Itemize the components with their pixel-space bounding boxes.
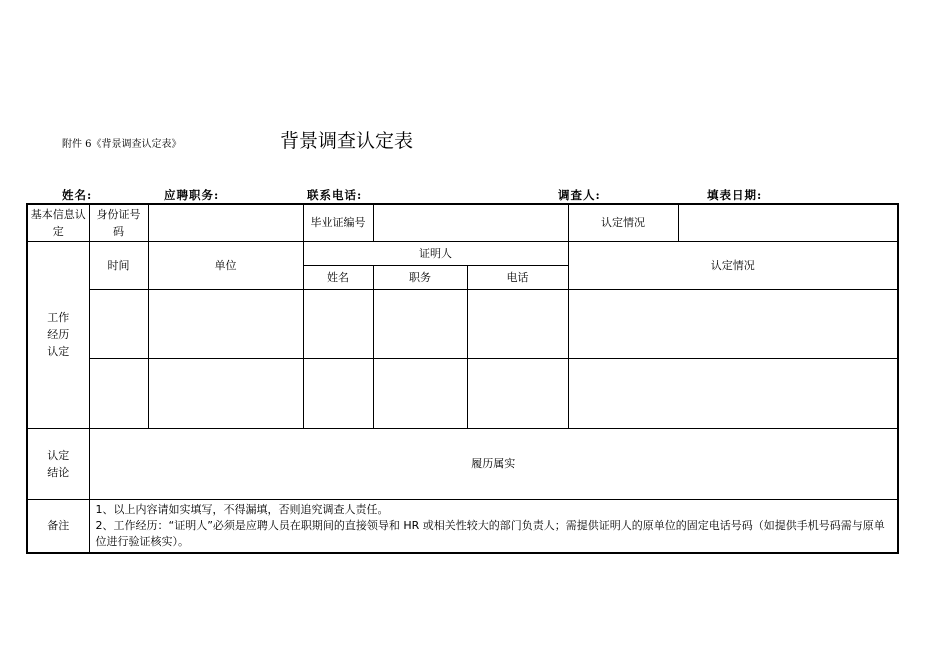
basic-verification-label: 认定情况 xyxy=(568,204,678,241)
work-row-1-time[interactable] xyxy=(89,289,148,358)
referee-phone-header: 电话 xyxy=(467,265,568,289)
work-row-1-unit[interactable] xyxy=(148,289,303,358)
basic-verification-value[interactable] xyxy=(678,204,898,241)
background-check-table xyxy=(26,203,899,554)
notes-label: 备注 xyxy=(27,499,89,553)
time-header: 时间 xyxy=(89,241,148,289)
field-name-label: 姓名: xyxy=(62,188,93,202)
field-date-label: 填表日期: xyxy=(707,188,763,202)
note-2: 2、工作经历：“证明人”必须是应聘人员在职期间的直接领导和 HR 或相关性较大的部门负责人；需提供证明人的原单位的固定电话号码（如提供手机号码需与原单位进行验证核实）。 xyxy=(95,518,885,548)
grad-cert-label: 毕业证编号 xyxy=(303,204,373,241)
note-1: 1、以上内容请如实填写，不得漏填，否则追究调查人责任。 xyxy=(95,502,389,516)
work-row-2-unit[interactable] xyxy=(148,358,303,428)
referee-header: 证明人 xyxy=(303,241,568,265)
referee-title-header: 职务 xyxy=(373,265,467,289)
work-row-1-verification[interactable] xyxy=(568,289,898,358)
work-verification-header: 认定情况 xyxy=(568,241,898,289)
work-row-2-verification[interactable] xyxy=(568,358,898,428)
notes-text xyxy=(89,499,898,553)
work-row-2-referee-title[interactable] xyxy=(373,358,467,428)
attachment-label: 附件 6《背景调查认定表》 xyxy=(62,139,182,150)
basic-info-label: 基本信息认定 xyxy=(27,204,89,241)
id-number-value[interactable] xyxy=(148,204,303,241)
id-number-label: 身份证号码 xyxy=(89,204,148,241)
field-investigator-label: 调查人: xyxy=(558,188,601,202)
work-row-2-time[interactable] xyxy=(89,358,148,428)
work-row-1-referee-title[interactable] xyxy=(373,289,467,358)
work-history-label: 工作经历认定 xyxy=(27,241,89,428)
field-phone-label: 联系电话: xyxy=(307,188,363,202)
work-row-1-referee-phone[interactable] xyxy=(467,289,568,358)
conclusion-label: 认定结论 xyxy=(27,428,89,499)
unit-header: 单位 xyxy=(148,241,303,289)
work-row-2-referee-phone[interactable] xyxy=(467,358,568,428)
field-position-label: 应聘职务: xyxy=(164,188,220,202)
work-row-1-referee-name[interactable] xyxy=(303,289,373,358)
page-title: 背景调查认定表 xyxy=(280,130,414,152)
work-row-2-referee-name[interactable] xyxy=(303,358,373,428)
conclusion-value: 履历属实 xyxy=(89,428,898,499)
grad-cert-value[interactable] xyxy=(373,204,568,241)
referee-name-header: 姓名 xyxy=(303,265,373,289)
